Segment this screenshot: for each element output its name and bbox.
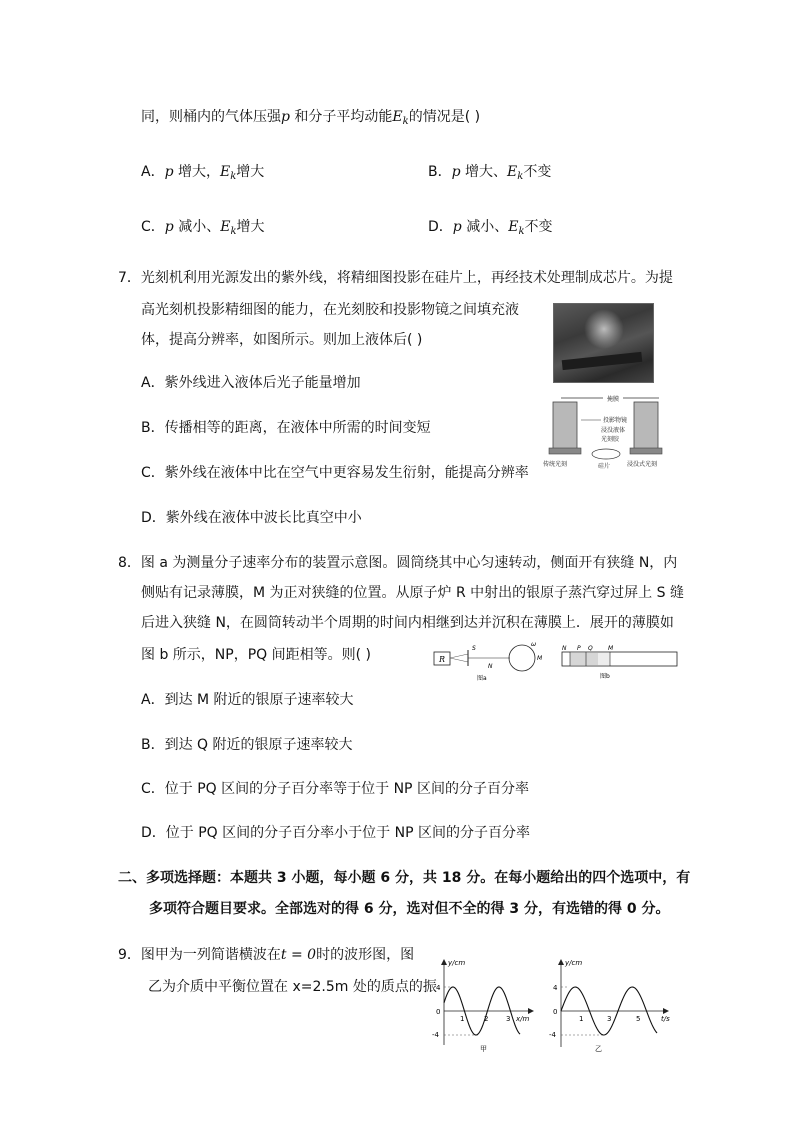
resist-label: 光刻胶 [601, 436, 620, 443]
var-E: E [508, 219, 519, 235]
option-text: 增大、 [460, 164, 508, 180]
var-p: p [452, 219, 462, 235]
traditional-label: 传统光刻 [543, 461, 568, 468]
label-S: S [472, 645, 476, 652]
q8-option-a: A．到达 M 附近的银原子速率较大 [141, 692, 354, 708]
option-text: 增大 [236, 219, 265, 235]
var-E: E [220, 164, 231, 180]
sub-k: k [230, 226, 237, 237]
var-p: p [164, 164, 174, 180]
q9-line1 [118, 945, 414, 965]
jia-tick-neg4: -4 [432, 1031, 439, 1039]
immersion-label: 浸没式光刻 [627, 461, 658, 468]
option-text: 减小、 [173, 219, 221, 235]
q6-stem-text-c: 的情况是( ) [408, 109, 481, 125]
label-N: N [488, 663, 493, 670]
q8-line1: 8．图 a 为测量分子速率分布的装置示意图。圆筒绕其中心匀速转动，侧面开有狭缝 N，内 [118, 555, 678, 571]
label-film-M: M [608, 645, 614, 652]
yi-x-label: t/s [661, 1015, 670, 1023]
q9-text-b: 时的波形图，图 [316, 947, 415, 963]
q9-t0: t = 0 [280, 947, 317, 963]
option-letter: A． [141, 164, 165, 180]
q6-stem-text-a: 同，则桶内的气体压强 [141, 109, 281, 125]
q7-line2: 高光刻机投影精细图的能力，在光刻胶和投影物镜之间填充液 [141, 302, 519, 318]
option-text: 增大， [173, 164, 220, 180]
jia-y-label: y/cm [448, 959, 466, 967]
wafer-label: 硅片 [598, 463, 611, 470]
sub-k: k [518, 226, 525, 237]
option-text: 不变 [524, 219, 553, 235]
vibration-graph-yi [545, 955, 675, 1055]
jia-tick-1: 1 [460, 1015, 465, 1023]
option-letter: B． [428, 164, 452, 180]
q8-option-c: C．位于 PQ 区间的分子百分率等于位于 NP 区间的分子百分率 [141, 781, 529, 797]
jia-tick-2: 2 [484, 1015, 489, 1023]
yi-tick-5: 5 [636, 1015, 641, 1023]
q9-line2: 乙为介质中平衡位置在 x=2.5m 处的质点的振 [148, 979, 437, 995]
label-M: M [537, 655, 543, 662]
mask-label: 掩膜 [606, 396, 620, 403]
q6-var-p: p [281, 109, 290, 125]
caption-figure-b: 图b [600, 673, 610, 680]
label-film-N: N [562, 645, 567, 652]
option-text: 不变 [523, 164, 552, 180]
q6-option-b [428, 162, 551, 187]
lens-label: 投影物镜 [603, 417, 628, 424]
lithography-diagram [541, 392, 671, 472]
sub-k: k [517, 171, 524, 182]
q8-line3: 后进入狭缝 N，在圆筒转动半个周期的时间内相继到达并沉积在薄膜上．展开的薄膜如 [141, 615, 674, 631]
lithography-photo [553, 303, 654, 383]
q7-line3: 体，提高分辨率，如图所示。则加上液体后( ) [141, 332, 423, 348]
q8-option-b: B．到达 Q 附近的银原子速率较大 [141, 737, 353, 753]
liquid-label: 浸没液体 [601, 427, 626, 434]
q8-line4: 图 b 所示，NP，PQ 间距相等。则( ) [141, 647, 371, 663]
yi-tick-4: 4 [553, 984, 558, 992]
var-p: p [451, 164, 461, 180]
section-2-instructions: 多项符合题目要求。全部选对的得 6 分，选对但不全的得 3 分，有选错的得 0 分。 [149, 901, 670, 917]
jia-tick-4: 4 [436, 984, 441, 992]
q6-sub-k: k [402, 116, 409, 127]
q6-stem [141, 107, 480, 132]
yi-y-label: y/cm [565, 959, 583, 967]
caption-jia: 甲 [480, 1045, 487, 1053]
option-text: 增大 [236, 164, 265, 180]
label-R: R [438, 655, 446, 664]
caption-figure-a: 图a [477, 675, 487, 682]
q7-option-c: C．紫外线在液体中比在空气中更容易发生衍射，能提高分辨率 [141, 465, 529, 481]
yi-tick-neg4: -4 [549, 1031, 556, 1039]
q6-stem-text-b: 和分子平均动能 [289, 109, 393, 125]
q8-option-d: D．位于 PQ 区间的分子百分率小于位于 NP 区间的分子百分率 [141, 825, 530, 841]
jia-tick-0: 0 [436, 1008, 441, 1016]
caption-yi: 乙 [595, 1045, 602, 1053]
var-E: E [507, 164, 518, 180]
q7-option-a: A．紫外线进入液体后光子能量增加 [141, 375, 361, 391]
q6-option-d [428, 217, 553, 242]
yi-tick-0: 0 [553, 1008, 558, 1016]
figure-a-apparatus [432, 640, 562, 682]
wave-graph-jia [428, 955, 543, 1055]
var-p: p [164, 219, 174, 235]
option-letter: D． [428, 219, 453, 235]
label-omega: ω [531, 641, 537, 648]
q8-line2: 侧贴有记录薄膜，M 为正对狭缝的位置。从原子炉 R 中射出的银原子蒸汽穿过屏上 S 缝 [141, 585, 684, 601]
figure-b-film [560, 642, 682, 682]
jia-x-label: x/m [516, 1015, 530, 1023]
sub-k: k [230, 171, 237, 182]
option-text: 减小、 [461, 219, 509, 235]
yi-tick-1: 1 [579, 1015, 584, 1023]
var-E: E [220, 219, 231, 235]
label-film-P: P [577, 645, 581, 652]
q9-text-a: 9．图甲为一列简谐横波在 [118, 947, 281, 963]
jia-tick-3: 3 [506, 1015, 511, 1023]
label-film-Q: Q [588, 645, 593, 652]
q7-option-b: B．传播相等的距离，在液体中所需的时间变短 [141, 420, 431, 436]
q6-option-c [141, 217, 265, 242]
option-letter: C． [141, 219, 165, 235]
section-2-heading: 二、多项选择题：本题共 3 小题，每小题 6 分，共 18 分。在每小题给出的四个选项中，有 [118, 870, 691, 886]
q6-option-a [141, 162, 264, 187]
q7-option-d: D．紫外线在液体中波长比真空中小 [141, 510, 362, 526]
yi-tick-3: 3 [607, 1015, 612, 1023]
q6-var-E: E [392, 109, 403, 125]
q7-line1: 7．光刻机利用光源发出的紫外线，将精细图投影在硅片上，再经技术处理制成芯片。为提 [118, 270, 673, 286]
